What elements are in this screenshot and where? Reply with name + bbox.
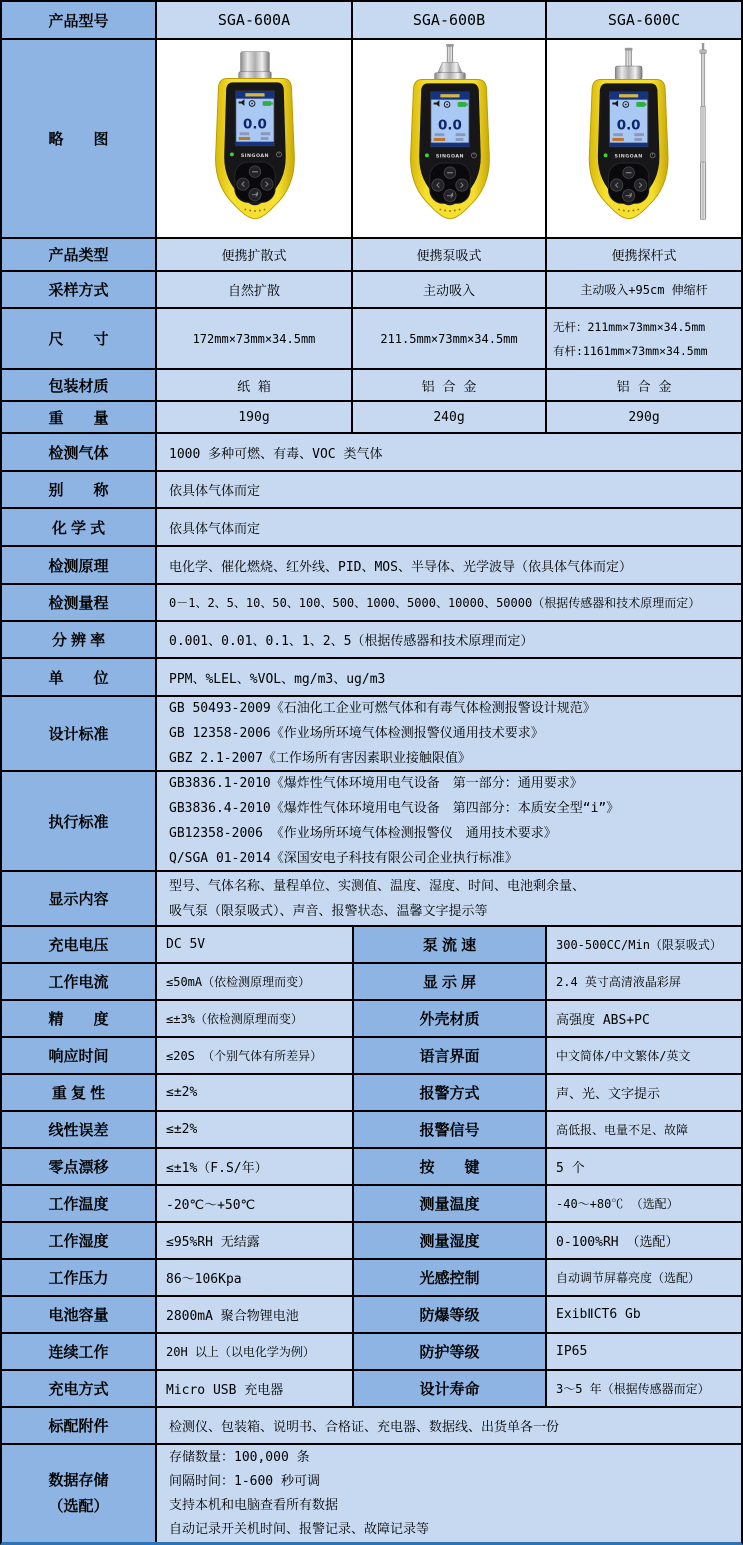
pump-flow-value: 300-500CC/Min（限泵吸式） — [547, 927, 741, 962]
label-detection-principle: 检测原理 — [2, 547, 157, 583]
working-pressure-value: 86～106Kpa — [157, 1260, 354, 1295]
product-photo-sga-600b — [353, 40, 547, 237]
row-standard-accessories — [2, 1408, 741, 1445]
weight-c: 290g — [547, 402, 741, 432]
label-resolution: 分 辨 率 — [2, 622, 157, 657]
label-continuous-work: 连续工作 — [2, 1334, 157, 1369]
zero-drift-value: ≤±1%（F.S/年） — [157, 1149, 354, 1184]
type-a: 便携扩散式 — [157, 239, 353, 270]
label-standard-accessories: 标配附件 — [2, 1408, 157, 1443]
model-sga-600c: SGA-600C — [547, 2, 741, 38]
fan-icon-hub — [251, 102, 253, 104]
protection-rating-value: IP65 — [547, 1334, 741, 1369]
screen-info-bar — [612, 138, 624, 141]
executive-standard-line: GB3836.1-2010《爆炸性气体环境用电气设备 第一部分：通用要求》 — [169, 776, 583, 791]
model-sga-600b: SGA-600B — [353, 2, 547, 38]
label-dimensions: 尺 寸 — [2, 309, 157, 368]
executive-standard-line: Q/SGA 01-2014《深国安电子科技有限公司企业执行标准》 — [169, 851, 518, 866]
data-storage-line: 自动记录开关机时间、报警记录、故障记录等 — [169, 1521, 430, 1537]
row-sketch — [2, 40, 741, 239]
row-product-type — [2, 239, 741, 272]
screen-info-bar — [613, 133, 623, 136]
reading-value: 0.0 — [616, 117, 641, 133]
screen-info-bar — [456, 133, 466, 136]
label-protection-rating: 防护等级 — [354, 1334, 547, 1369]
screen-info-bar — [239, 137, 251, 140]
label-linearity-error: 线性误差 — [2, 1112, 157, 1147]
row-charge-voltage-pump-flow — [2, 927, 741, 964]
executive-standard-line: GB3836.4-2010《爆炸性气体环境用电气设备 第四部分：本质安全型“i”》 — [169, 801, 620, 816]
gas-detector-a-illustration — [179, 43, 329, 235]
battery-capacity-value: 2800mA 聚合物锂电池 — [157, 1297, 354, 1332]
label-detection-range: 检测量程 — [2, 585, 157, 620]
continuous-work-value: 20H 以上（以电化学为例） — [157, 1334, 354, 1369]
weight-a: 190g — [157, 402, 353, 432]
housing-material-value: 高强度 ABS+PC — [547, 1001, 741, 1036]
lcd-screen — [236, 91, 274, 146]
standard-accessories-value: 检测仪、包装箱、说明书、合格证、充电器、数据线、出货单各一份 — [157, 1408, 741, 1443]
row-response-time-language — [2, 1038, 741, 1075]
data-storage-value — [157, 1445, 741, 1542]
pump-probe — [435, 43, 466, 80]
brand-label: SINGOAN — [435, 154, 465, 160]
label-accuracy: 精 度 — [2, 1001, 157, 1036]
row-detection-range — [2, 585, 741, 622]
type-c: 便携探杆式 — [547, 239, 741, 270]
label-working-pressure: 工作压力 — [2, 1260, 157, 1295]
button-cluster — [608, 163, 648, 203]
reading-value: 0.0 — [243, 116, 267, 132]
row-battery-explosion-proof — [2, 1297, 741, 1334]
fan-icon-hub — [625, 103, 627, 105]
data-storage-line: 间隔时间：1-600 秒可调 — [169, 1473, 320, 1489]
buttons-value: 5 个 — [547, 1149, 741, 1184]
screen-info-bar — [261, 132, 271, 135]
label-measure-humidity: 测量湿度 — [354, 1223, 547, 1258]
accuracy-value: ≤±3%（依检测原理而变） — [157, 1001, 354, 1036]
design-standards-value — [157, 697, 741, 770]
gas-detector-c-illustration — [564, 43, 724, 235]
row-units — [2, 659, 741, 697]
executive-standards-value — [157, 772, 741, 870]
data-storage-line: 存储数量：100,000 条 — [169, 1449, 310, 1465]
label-chemical-formula: 化 学 式 — [2, 509, 157, 545]
row-detected-gases — [2, 434, 741, 472]
row-linearity-alarm-signal — [2, 1112, 741, 1149]
screen-info-bar — [634, 138, 642, 141]
product-photo-sga-600c — [547, 40, 741, 237]
label-working-humidity: 工作湿度 — [2, 1223, 157, 1258]
lcd-screen — [609, 91, 647, 146]
alarm-mode-value: 声、光、文字提示 — [547, 1075, 741, 1110]
screen-info-bar — [634, 133, 644, 136]
brand-label: SINGOAN — [240, 153, 270, 159]
working-temperature-value: -20℃～+50℃ — [157, 1186, 354, 1221]
pump-probe — [615, 47, 642, 79]
label-charge-voltage: 充电电压 — [2, 927, 157, 962]
label-sampling-method: 采样方式 — [2, 272, 157, 307]
detected-gases-value: 1000 多种可燃、有毒、VOC 类气体 — [157, 434, 741, 470]
row-sampling-method — [2, 272, 741, 309]
label-product-model: 产品型号 — [2, 2, 157, 38]
weight-b: 240g — [353, 402, 547, 432]
label-working-current: 工作电流 — [2, 964, 157, 999]
right-button — [261, 177, 273, 189]
screen-status-bar — [431, 142, 469, 146]
label-measure-temperature: 测量温度 — [354, 1186, 547, 1221]
label-data-storage-line2: （选配） — [48, 1497, 109, 1515]
row-alias — [2, 472, 741, 509]
response-time-value: ≤20S （个别气体有所差异） — [157, 1038, 354, 1073]
label-packaging-material: 包装材质 — [2, 370, 157, 400]
label-response-time: 响应时间 — [2, 1038, 157, 1073]
label-working-temperature: 工作温度 — [2, 1186, 157, 1221]
chemical-formula-value: 依具体气体而定 — [157, 509, 741, 545]
label-alarm-mode: 报警方式 — [354, 1075, 547, 1110]
row-design-standards — [2, 697, 741, 772]
label-data-storage — [2, 1445, 157, 1542]
gas-detector-b-illustration — [374, 43, 524, 235]
row-executive-standards — [2, 772, 741, 872]
label-zero-drift: 零点漂移 — [2, 1149, 157, 1184]
design-standard-line: GB 50493-2009《石油化工企业可燃气体和有毒气体检测报警设计规范》 — [169, 701, 596, 716]
display-screen-value: 2.4 英寸高清液晶彩屏 — [547, 964, 741, 999]
label-alias: 别 称 — [2, 472, 157, 507]
row-weight — [2, 402, 741, 434]
row-product-model — [2, 2, 741, 40]
display-content-line: 型号、气体名称、量程单位、实测值、温度、湿度、时间、电池剩余量、 — [169, 878, 586, 894]
screen-status-bar — [609, 142, 647, 146]
left-button — [237, 177, 249, 189]
label-charging-method: 充电方式 — [2, 1371, 157, 1406]
repeatability-value: ≤±2% — [157, 1075, 354, 1110]
left-button — [610, 178, 622, 190]
label-detected-gases: 检测气体 — [2, 434, 157, 470]
dimensions-b: 211.5mm×73mm×34.5mm — [353, 309, 547, 368]
button-cluster — [235, 162, 275, 202]
sampling-c: 主动吸入+95cm 伸缩杆 — [547, 272, 741, 307]
label-buttons: 按 键 — [354, 1149, 547, 1184]
working-humidity-value: ≤95%RH 无结露 — [157, 1223, 354, 1258]
display-content-line: 吸气泵（限泵吸式）、声音、报警状态、温馨文字提示等 — [169, 903, 488, 919]
right-button — [456, 178, 468, 190]
right-button — [634, 178, 646, 190]
sampling-b: 主动吸入 — [353, 272, 547, 307]
screen-info-bar — [435, 133, 445, 136]
screen-info-bar — [240, 132, 250, 135]
dimensions-c-with-rod: 有杆:1161mm×73mm×34.5mm — [553, 343, 708, 358]
label-pump-flow: 泵 流 速 — [354, 927, 547, 962]
detection-range-value: 0－1、2、5、10、50、100、500、1000、5000、10000、50000（根据传感器和技术原理而定） — [157, 585, 741, 620]
packaging-c: 铝 合 金 — [547, 370, 741, 400]
label-weight: 重 量 — [2, 402, 157, 432]
row-packaging-material — [2, 370, 741, 402]
row-dimensions — [2, 309, 741, 370]
packaging-b: 铝 合 金 — [353, 370, 547, 400]
label-light-sensing-control: 光感控制 — [354, 1260, 547, 1295]
label-display-screen: 显 示 屏 — [354, 964, 547, 999]
label-language-ui: 语言界面 — [354, 1038, 547, 1073]
light-sensing-control-value: 自动调节屏幕亮度（选配） — [547, 1260, 741, 1295]
executive-standard-line: GB12358-2006 《作业场所环境气体检测报警仪 通用技术要求》 — [169, 826, 557, 841]
design-life-value: 3～5 年（根据传感器而定） — [547, 1371, 741, 1406]
measure-temperature-value: -40～+80℃ （选配） — [547, 1186, 741, 1221]
design-standard-line: GBZ 2.1-2007《工作场所有害因素职业接触限值》 — [169, 751, 471, 766]
row-charging-method-design-life — [2, 1371, 741, 1408]
label-repeatability: 重 复 性 — [2, 1075, 157, 1110]
charging-method-value: Micro USB 充电器 — [157, 1371, 354, 1406]
linearity-error-value: ≤±2% — [157, 1112, 354, 1147]
data-storage-line: 支持本机和电脑查看所有数据 — [169, 1497, 339, 1513]
measure-humidity-value: 0-100%RH （选配） — [547, 1223, 741, 1258]
row-resolution — [2, 622, 741, 659]
row-zero-drift-buttons — [2, 1149, 741, 1186]
row-data-storage — [2, 1445, 741, 1542]
packaging-a: 纸 箱 — [157, 370, 353, 400]
screen-info-bar — [456, 138, 464, 141]
row-detection-principle — [2, 547, 741, 585]
led-indicator — [230, 152, 234, 156]
label-alarm-signal: 报警信号 — [354, 1112, 547, 1147]
display-content-value — [157, 872, 741, 925]
alarm-signal-value: 高低报、电量不足、故障 — [547, 1112, 741, 1147]
fan-icon-hub — [446, 103, 448, 105]
row-chemical-formula — [2, 509, 741, 547]
dimensions-c — [547, 309, 741, 368]
label-battery-capacity: 电池容量 — [2, 1297, 157, 1332]
label-product-type: 产品类型 — [2, 239, 157, 270]
dimensions-c-without-rod: 无杆：211mm×73mm×34.5mm — [553, 319, 706, 334]
units-value: PPM、%LEL、%VOL、mg/m3、ug/m3 — [157, 659, 741, 695]
sensor-cap — [239, 51, 272, 78]
button-cluster — [430, 163, 470, 203]
label-explosion-proof-rating: 防爆等级 — [354, 1297, 547, 1332]
working-current-value: ≤50mA（依检测原理而变） — [157, 964, 354, 999]
language-ui-value: 中文简体/中文繁体/英文 — [547, 1038, 741, 1073]
alias-value: 依具体气体而定 — [157, 472, 741, 507]
row-working-current-display — [2, 964, 741, 1001]
detection-principle-value: 电化学、催化燃烧、红外线、PID、MOS、半导体、光学波导（依具体气体而定） — [157, 547, 741, 583]
label-design-life: 设计寿命 — [354, 1371, 547, 1406]
lcd-screen — [431, 91, 469, 146]
row-accuracy-housing — [2, 1001, 741, 1038]
label-housing-material: 外壳材质 — [354, 1001, 547, 1036]
screen-info-bar — [261, 137, 269, 140]
charge-voltage-value: DC 5V — [157, 927, 354, 962]
model-sga-600a: SGA-600A — [157, 2, 353, 38]
brand-label: SINGOAN — [614, 154, 643, 160]
row-working-pressure-light-control — [2, 1260, 741, 1297]
row-continuous-work-protection — [2, 1334, 741, 1371]
screen-info-bar — [434, 138, 446, 141]
telescopic-rod — [700, 43, 707, 220]
label-display-content: 显示内容 — [2, 872, 157, 925]
led-indicator — [425, 153, 429, 157]
label-units: 单 位 — [2, 659, 157, 695]
led-indicator — [604, 153, 608, 157]
type-b: 便携泵吸式 — [353, 239, 547, 270]
resolution-value: 0.001、0.01、0.1、1、2、5（根据传感器和技术原理而定） — [157, 622, 741, 657]
row-working-temp-measure-temp — [2, 1186, 741, 1223]
row-repeatability-alarm-mode — [2, 1075, 741, 1112]
row-working-humidity-measure-humidity — [2, 1223, 741, 1260]
sampling-a: 自然扩散 — [157, 272, 353, 307]
reading-value: 0.0 — [438, 117, 462, 133]
row-display-content — [2, 872, 741, 927]
label-data-storage-line1: 数据存储 — [48, 1471, 109, 1489]
explosion-proof-rating-value: ExibⅡCT6 Gb — [547, 1297, 741, 1332]
left-button — [432, 178, 444, 190]
design-standard-line: GB 12358-2006《作业场所环境气体检测报警仪通用技术要求》 — [169, 726, 544, 741]
product-photo-sga-600a — [157, 40, 353, 237]
screen-status-bar — [236, 141, 274, 145]
label-executive-standards: 执行标准 — [2, 772, 157, 870]
label-sketch: 略 图 — [2, 40, 157, 237]
label-design-standards: 设计标准 — [2, 697, 157, 770]
dimensions-a: 172mm×73mm×34.5mm — [157, 309, 353, 368]
